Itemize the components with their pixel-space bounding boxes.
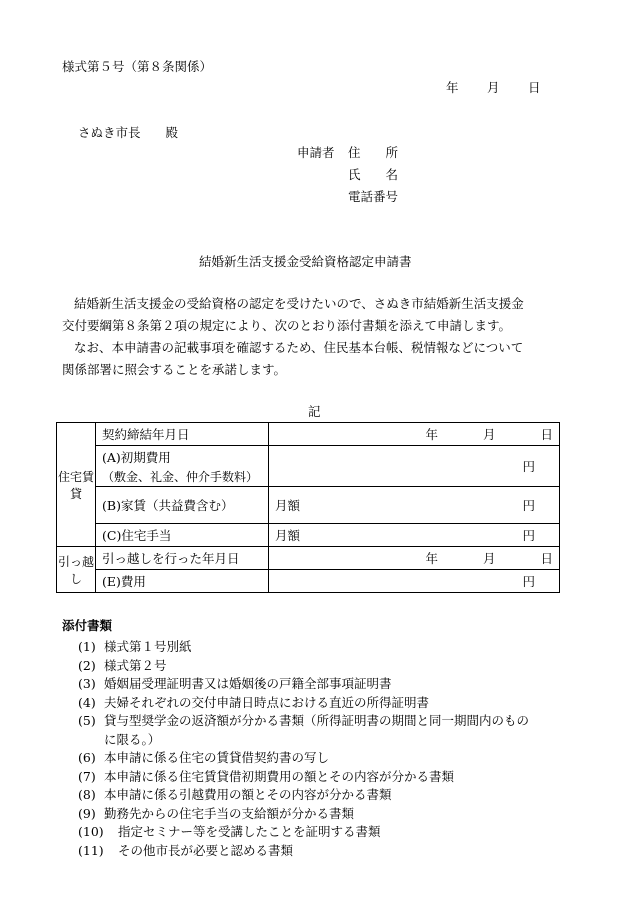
- list-item-text: 本申請に係る住宅賃貸借初期費用の額とその内容が分かる書類: [104, 768, 455, 784]
- moving-cost-value[interactable]: [269, 570, 560, 593]
- month-unit: 月: [482, 427, 496, 442]
- contract-date-label: 契約締結年月日: [96, 423, 269, 446]
- form-number: 様式第５号（第８条関係）: [62, 59, 213, 74]
- monthly-label: 月額: [275, 498, 301, 513]
- table-row: [57, 487, 560, 524]
- housing-group-cell: [57, 423, 96, 547]
- list-item-text: その他市長が必要と認める書類: [118, 842, 294, 858]
- body-p1-line1: 結婚新生活支援金の受給資格の認定を受けたいので、さぬき市結婚新生活支援金: [74, 296, 524, 311]
- housing-group-label: 住宅賃貸: [57, 469, 94, 501]
- year-unit: 年: [425, 551, 438, 566]
- moving-group-label: 引っ越し: [57, 554, 94, 586]
- rent-label: (B)家賃（共益費含む）: [96, 487, 269, 524]
- list-item: [78, 842, 529, 861]
- moving-date-label: 引っ越しを行った年月日: [96, 547, 269, 570]
- list-item: [78, 657, 529, 676]
- list-item-number: (9): [78, 805, 96, 821]
- month-unit: 月: [482, 551, 496, 566]
- attachments-heading: 添付書類: [62, 618, 113, 633]
- yen-unit: 円: [522, 528, 535, 543]
- table-row: [57, 446, 560, 487]
- list-item: [78, 712, 529, 731]
- list-item: [78, 786, 529, 805]
- list-item-text: 様式第１号別紙: [104, 639, 192, 654]
- list-item-number: (3): [78, 676, 96, 691]
- year-unit: 年: [425, 427, 438, 442]
- allowance-label: (C)住宅手当: [96, 524, 269, 547]
- addressee: さぬき市長 殿: [78, 125, 179, 140]
- list-item: [78, 749, 529, 768]
- list-item-number: (7): [78, 768, 96, 784]
- yen-unit: 円: [522, 459, 535, 474]
- body-p2-line1: なお、本申請書の記載事項を確認するため、住民基本台帳、税情報などについて: [74, 340, 524, 355]
- contract-date-value[interactable]: [269, 423, 560, 446]
- table-row: [57, 524, 560, 547]
- address-label: 住 所: [348, 145, 399, 160]
- list-item-continuation: に限る。）: [104, 731, 161, 747]
- initial-cost-title: (A)初期費用: [102, 449, 171, 465]
- body-p2-line2: 関係部署に照会することを承諾します。: [62, 362, 287, 377]
- applicant-label: 申請者: [297, 145, 335, 160]
- list-item: [78, 675, 529, 694]
- day-unit: 日: [540, 551, 553, 566]
- list-item-text: 貸与型奨学金の返済額が分かる書類（所得証明書の期間と同一期間内のもの: [104, 713, 530, 728]
- list-item-number: (6): [78, 750, 96, 765]
- list-item-number: (8): [78, 787, 96, 802]
- name-label: 氏 名: [348, 167, 399, 182]
- list-item-text: 指定セミナー等を受講したことを証明する書類: [118, 824, 381, 839]
- table-row: [57, 423, 560, 446]
- list-item-text: 本申請に係る住宅の賃貸借契約書の写し: [104, 750, 330, 765]
- moving-date-value[interactable]: [269, 547, 560, 570]
- list-item-number: (11): [78, 842, 104, 858]
- list-item: [78, 638, 529, 657]
- list-item-text: 夫婦それぞれの交付申請日時点における直近の所得証明書: [104, 694, 430, 710]
- date-day: 日: [528, 80, 541, 95]
- list-item-number: (1): [78, 639, 96, 654]
- list-item-text: 勤務先からの住宅手当の支給額が分かる書類: [104, 805, 355, 821]
- document-title: 結婚新生活支援金受給資格認定申請書: [199, 254, 412, 269]
- yen-unit: 円: [522, 498, 535, 513]
- phone-label: 電話番号: [348, 189, 399, 204]
- list-item-text: 様式第２号: [104, 657, 167, 673]
- list-item-text: 本申請に係る引越費用の額とその内容が分かる書類: [104, 787, 392, 802]
- list-item-number: (2): [78, 657, 96, 673]
- list-item: [78, 823, 529, 842]
- list-item: [78, 768, 529, 787]
- date-year: 年: [446, 80, 459, 95]
- list-item: [78, 805, 529, 824]
- day-unit: 日: [540, 427, 553, 442]
- list-item: [78, 694, 529, 713]
- table-row: [57, 547, 560, 570]
- date-month: 月: [487, 80, 500, 95]
- moving-cost-label: (E)費用: [96, 570, 269, 593]
- yen-unit: 円: [522, 574, 535, 589]
- ki-mark: 記: [308, 404, 321, 419]
- table-row: [57, 570, 560, 593]
- initial-cost-note: （敷金、礼金、仲介手数料）: [102, 469, 259, 484]
- moving-group-cell: [57, 547, 96, 593]
- list-item-text: 婚姻届受理証明書又は婚姻後の戸籍全部事項証明書: [104, 676, 392, 691]
- list-item-number: (5): [78, 713, 96, 728]
- list-item-number: (10): [78, 824, 104, 839]
- initial-cost-value[interactable]: [269, 446, 560, 487]
- initial-cost-label: [96, 446, 269, 487]
- monthly-label: 月額: [275, 528, 301, 543]
- expense-table: [56, 422, 560, 593]
- attachments-list: [78, 638, 529, 860]
- body-p1-line2: 交付要綱第８条第２項の規定により、次のとおり添付書類を添えて申請します。: [62, 318, 512, 333]
- list-item-number: (4): [78, 694, 96, 710]
- allowance-value[interactable]: [269, 524, 560, 547]
- rent-value[interactable]: [269, 487, 560, 524]
